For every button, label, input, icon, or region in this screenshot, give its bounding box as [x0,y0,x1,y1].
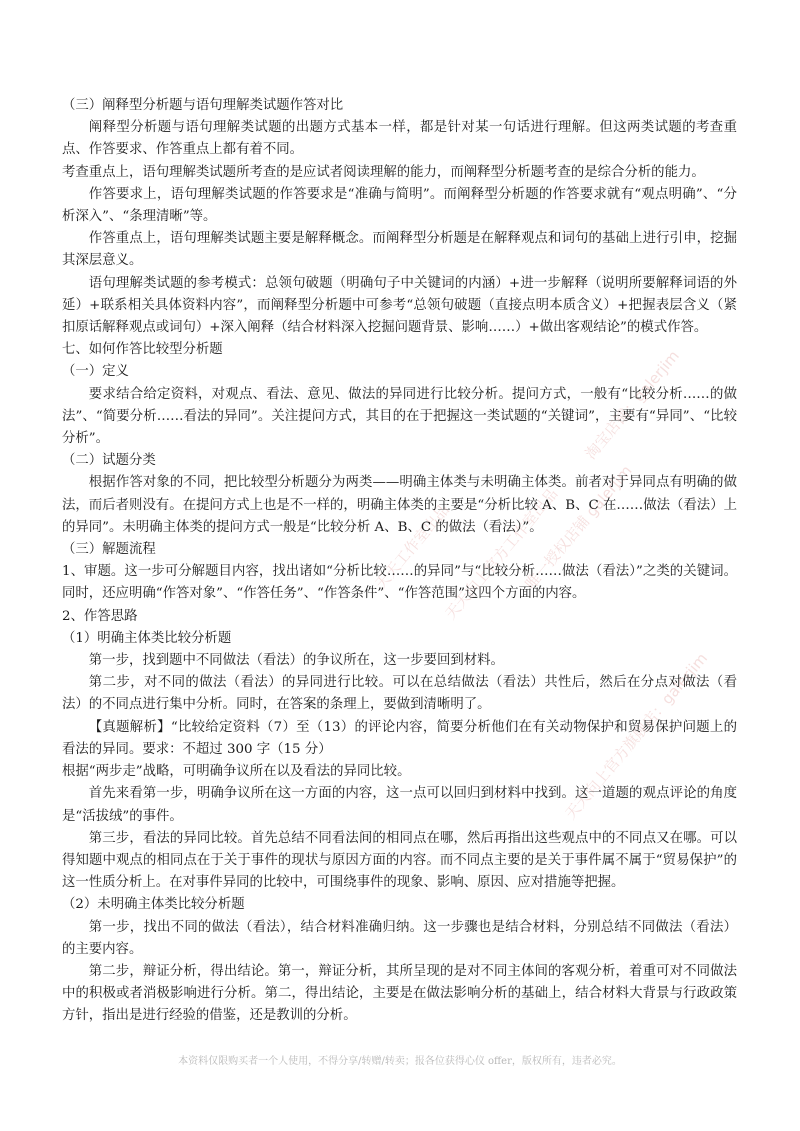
paragraph: 语句理解类试题的参考模式：总领句破题（明确句子中关键词的内涵）+进一步解释（说明所要解释词语的外延）+联系相关具体资料内容”，而阐释型分析题中可参考“总领句破题（直接点明本质含义）+把握表层含义（紧扣原话解释观点或词句）+深入阐释（结合材料深入挖掘问题背景、影响……）+做出客观结论”的模式作答。 [62,275,737,336]
subsection-heading: （1）明确主体类比较分析题 [62,630,232,646]
watermark-text: 天天工作室出品 [371,500,453,593]
paragraph: 第一步，找出不同的做法（看法），结合材料准确归纳。这一步骤也是结合材料，分别总结不同做法（看法）的主要内容。 [62,919,737,957]
paragraph: 首先来看第一步，明确争议所在这一方面的内容，这一点可以回归到材料中找到。这一道题的观点评论的角度是“活拔绒”的事件。 [62,786,737,824]
paragraph: 1、审题。这一步可分解题目内容，找出诸如“分析比较……的异同”与“比较分析……做法（看法）”之类的关键词。同时，还应明确“作答对象”、“作答任务”、“作答条件”、“作答范围”这四个方面的内容。 [62,564,737,602]
paragraph: 第三步，看法的异同比较。首先总结不同看法间的相同点在哪，然后再指出这些观点中的不同点又在哪。可以得知题中观点的相同点在于关于事件的现状与原因方面的内容。而不同点主要的是关于事件属不属于“贸易保护”的这一性质分析上。在对事件异同的比较中，可围绕事件的现象、影响、原因、应对措施等把握。 [62,830,737,891]
subsection-heading: （2）未明确主体类比较分析题 [62,897,245,913]
watermark-text: 淘宝店铺：galerjim [581,346,683,463]
chapter-heading: 七、如何作答比较型分析题 [62,342,223,358]
paragraph: 第二步，对不同的做法（看法）的异同进行比较。可以在总结做法（看法）共性后，然后在分点对做法（看法）的不同点进行集中分析。同时，在答案的条理上，要做到清晰明了。 [62,675,737,713]
subsection-heading: 2、作答思路 [62,608,138,624]
section-heading: （三）阐释型分析题与语句理解类试题作答对比 [62,98,344,113]
watermark-text: 唯一授权店铺 galerjim [521,461,636,593]
document-body [62,95,737,1028]
watermark-text: 天天向上官方旗舰店：galerjim [561,649,712,823]
paragraph: 根据“两步走”战略，可明确争议所在以及看法的异同比较。 [62,764,411,780]
paragraph: 考查重点上，语句理解类试题所考查的是应试者阅读理解的能力，而阐释型分析题考查的是综合分析的能力。 [62,164,705,180]
watermark-text: 天天向上官方工作室出品 [441,484,562,623]
exam-question: 【真题解析】“比较给定资料（7）至（13）的评论内容，简要分析他们在有关动物保护和贸易保护问题上的看法的异同。要求：不超过 300 字（15 分） [62,719,737,757]
paragraph: 第一步，找到题中不同做法（看法）的争议所在，这一步要回到材料。 [88,653,504,669]
paragraph: 作答重点上，语句理解类试题主要是解释概念。而阐释型分析题是在解释观点和词句的基础上进行引申，挖掘其深层意义。 [62,231,737,269]
paragraph: 第二步，辩证分析，得出结论。第一，辩证分析，其所呈现的是对不同主体间的客观分析，着重可对不同做法中的积极或者消极影响进行分析。第二，得出结论，主要是在做法影响分析的基础上，结合材料大背景与行政政策方针，指出是进行经验的借鉴，还是教训的分析。 [62,963,737,1024]
paragraph: 作答要求上，语句理解类试题的作答要求是“准确与简明”。而阐释型分析题的作答要求就有“观点明确”、“分析深入”、“条理清晰”等。 [62,186,737,225]
paragraph: 要求结合给定资料，对观点、看法、意见、做法的异同进行比较分析。提问方式，一般有“比较分析……的做法”、“简要分析……看法的异同”。关注提问方式，其目的在于把握这一类试题的“关键词”，主要有“异同”、“比较分析”。 [62,386,737,447]
section-heading: （一）定义 [62,364,129,380]
copyright-footer: 本资料仅限购买者一个人使用，不得分享/转赠/转卖；报各位获得心仪 offer，版权所有，违者必究。 [178,1056,622,1067]
paragraph: 阐释型分析题与语句理解类试题的出题方式基本一样，都是针对某一句话进行理解。但这两类试题的考查重点、作答要求、作答重点上都有着不同。 [62,120,737,158]
paragraph: 根据作答对象的不同，把比较型分析题分为两类——明确主体类与未明确主体类。前者对于异同点有明确的做法，而后者则没有。在提问方式上也是不一样的，明确主体类的主要是“分析比较 A、B、C 在……做法（看法）上的异同”。未明确主体类的提问方式一般是“比较分析 A、B、C 的做法（看法）”。 [62,475,737,535]
section-heading: （二）试题分类 [62,453,156,469]
section-heading: （三）解题流程 [62,542,156,558]
